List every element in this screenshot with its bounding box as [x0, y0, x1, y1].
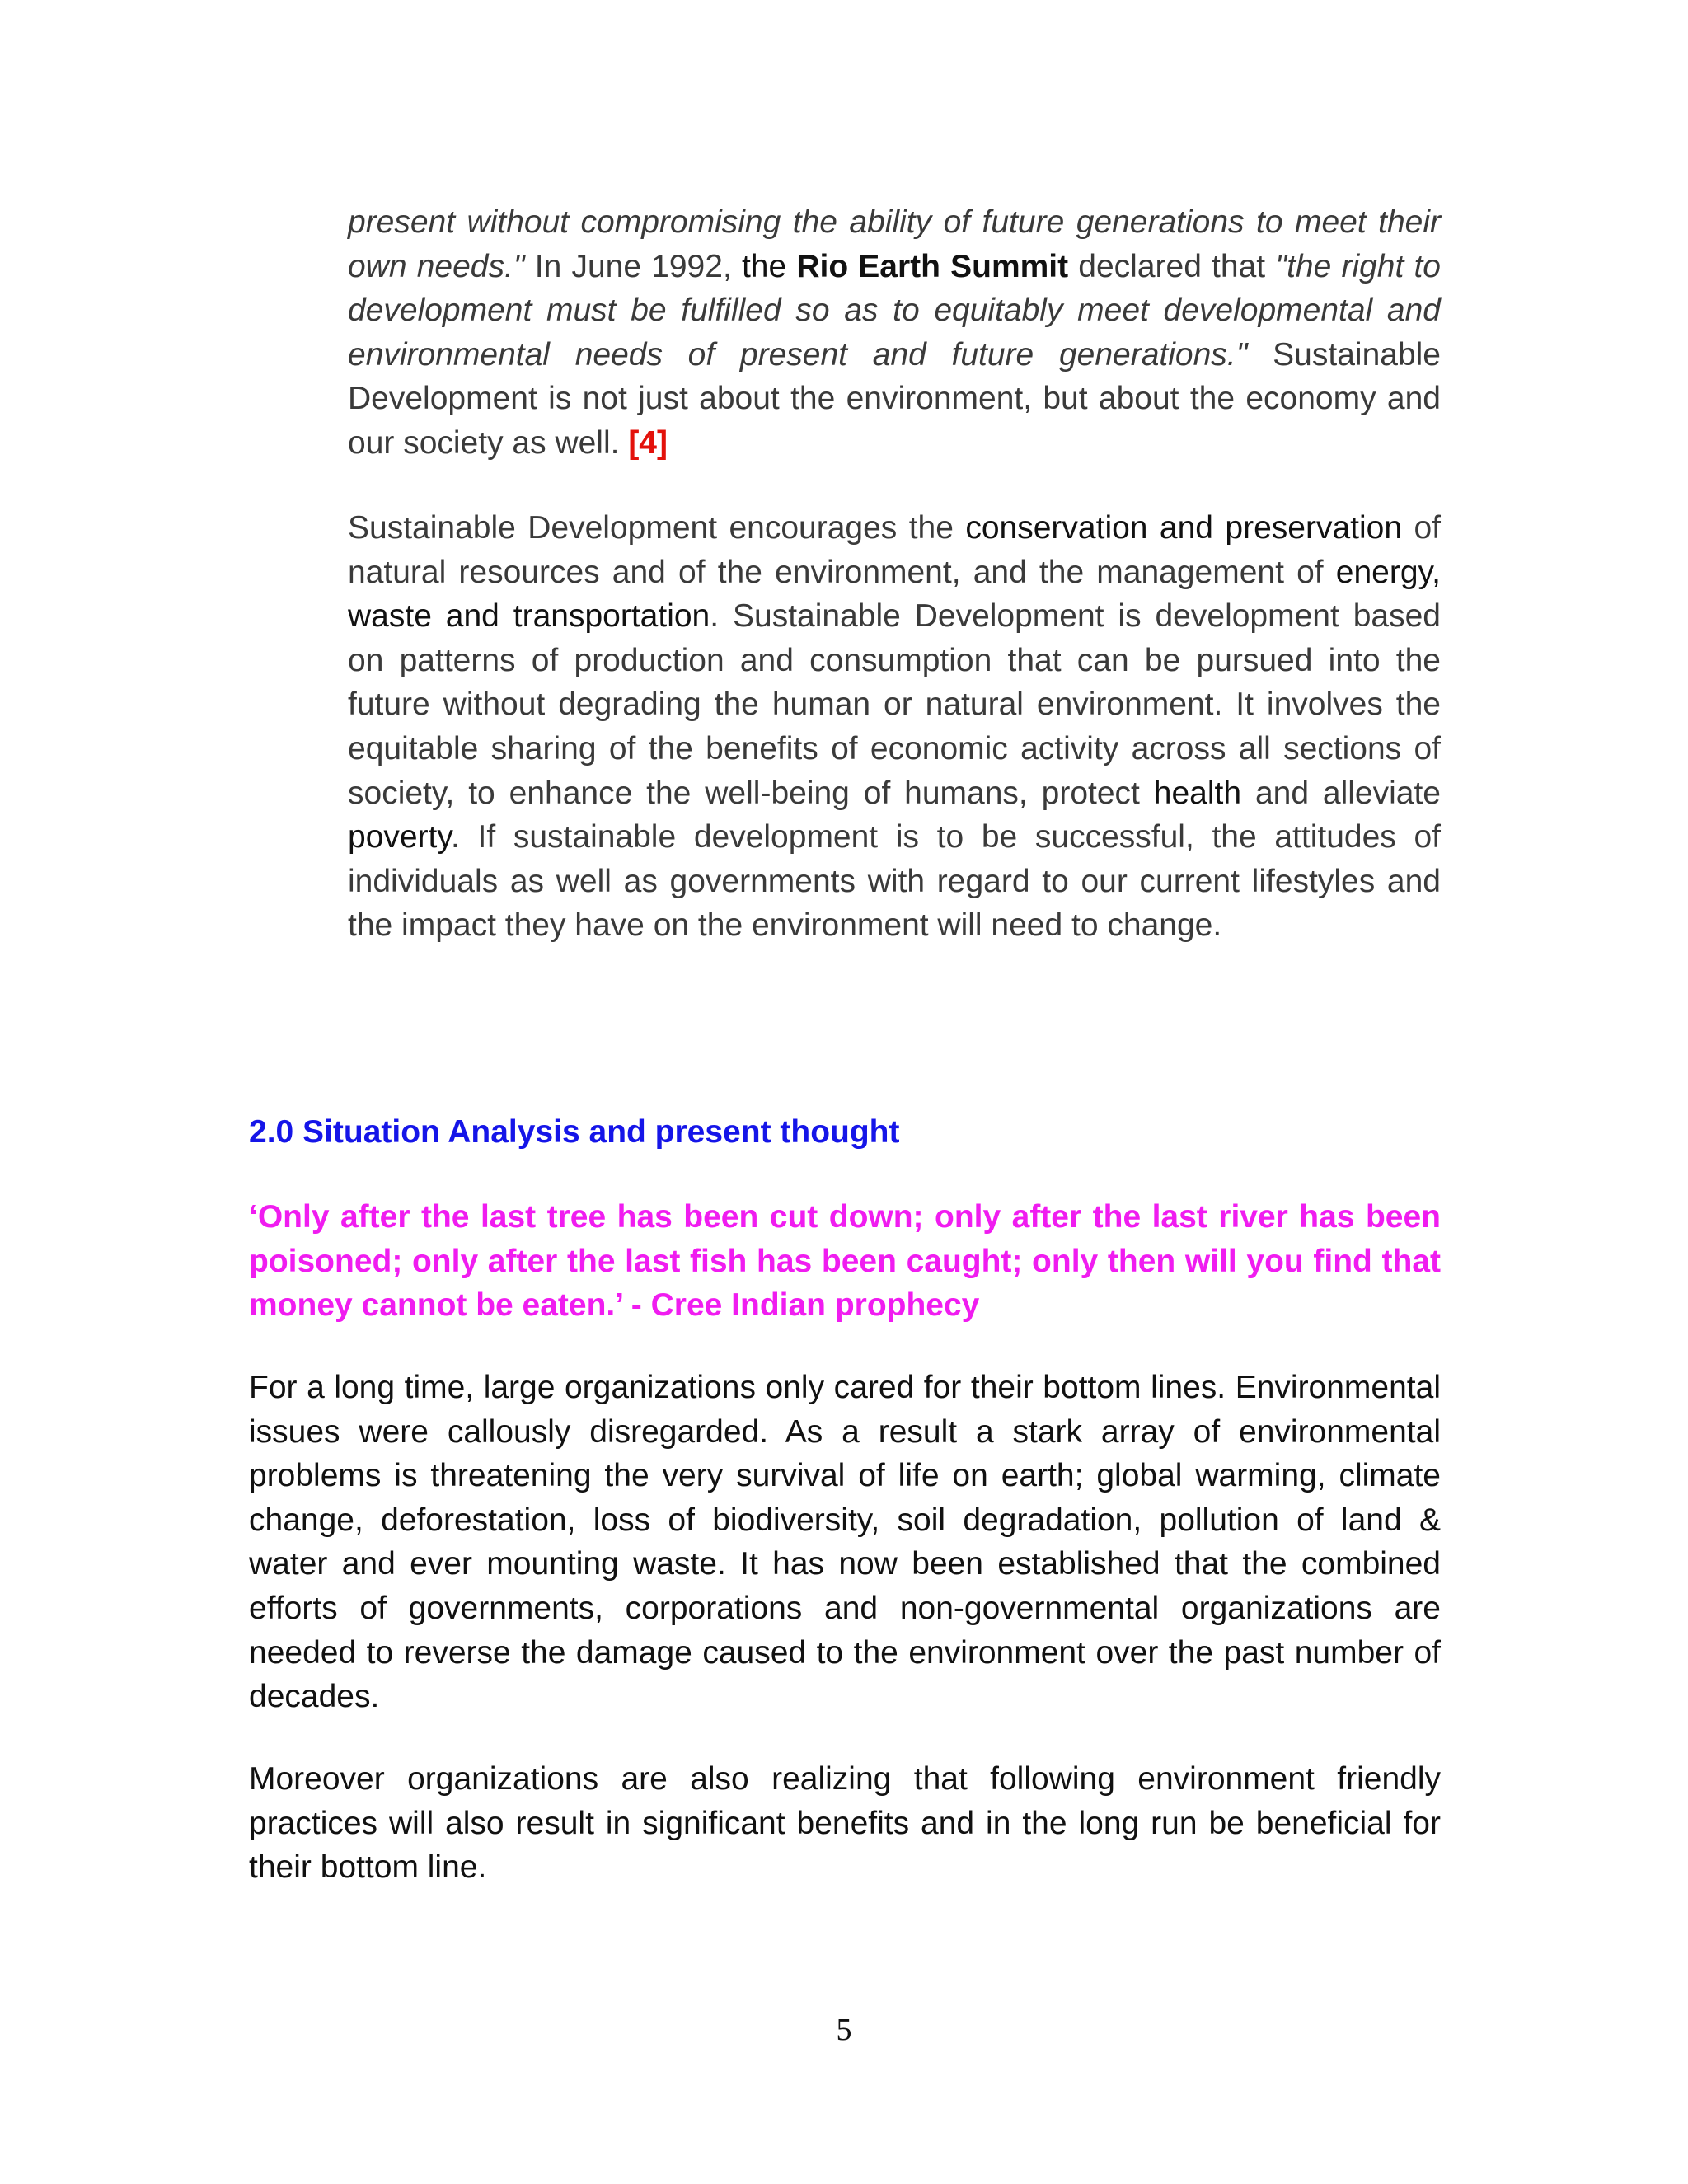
- page-number: 5: [836, 2013, 852, 2047]
- paragraph-text: Sustainable Development is not just about the environment, but about the economy and our society as well.: [348, 336, 1441, 461]
- paragraph-text: of natural resources and of the environment, and the management of: [348, 510, 1441, 590]
- brundtland-quote-end: present without compromising the ability of future generations to meet their own needs.": [348, 204, 1441, 284]
- paragraph-text: the: [731, 248, 797, 284]
- keyword-health: health: [1153, 775, 1242, 811]
- paragraph-organizations: For a long time, large organizations only cared for their bottom lines. Environmental issues were callously disregarded. As a result a stark array of environmental problems is threatening the very survival of life on earth; global warming, climate change, deforestation, loss of biodiversity, soil degradation, pollution of land & water and ever mounting waste. It has now been established that the combined efforts of governments, corporations and non-governmental organizations are needed to reverse the damage caused to the environment over the past number of decades.: [249, 1370, 1441, 1715]
- reference-marker: [4]: [628, 424, 668, 461]
- underlined-comma: ,: [722, 248, 732, 284]
- keyword-conservation: conservation and preservation: [965, 510, 1403, 546]
- keyword-poverty: poverty: [348, 819, 451, 855]
- paragraph-text: . If sustainable development is to be successful, the attitudes of individuals as well as governments with regard to our current lifestyles and the impact they have on the environment will need to change.: [348, 819, 1441, 944]
- section-heading: 2.0 Situation Analysis and present thought: [249, 1114, 900, 1150]
- paragraph-text: Sustainable Development encourages the: [348, 510, 966, 546]
- keyword-energy-waste-transportation: energy, waste and transportation: [348, 554, 1441, 635]
- rio-earth-summit-term: Rio Earth Summit: [796, 248, 1069, 284]
- paragraph-text: . Sustainable Development is development based on patterns of production and consumption that can be pursued into the future without degrading the human or natural environment. It involves the equitable sharing of the benefits of economic activity across all sections of society, to enhance the well-being of humans, protect: [348, 598, 1441, 811]
- rio-declaration-quote: "the right to development must be fulfilled so as to equitably meet developmental and environmental needs of present and future generations.": [348, 248, 1441, 373]
- cree-prophecy-quote: ‘Only after the last tree has been cut down; only after the last river has been poisoned; only after the last fish has been caught; only then will you find that money cannot be eaten.’ - Cree Indian prophecy: [249, 1199, 1441, 1324]
- paragraph-text: and alleviate: [1241, 775, 1441, 811]
- paragraph-rio-summit: [348, 200, 1441, 466]
- paragraph-benefits: Moreover organizations are also realizing that following environment friendly practices will also result in significant benefits and in the long run be beneficial for their bottom line.: [249, 1761, 1441, 1886]
- paragraph-text: In June 1992: [524, 248, 723, 284]
- paragraph-text: declared that: [1068, 248, 1276, 284]
- paragraph-sustainable-development: [348, 506, 1441, 948]
